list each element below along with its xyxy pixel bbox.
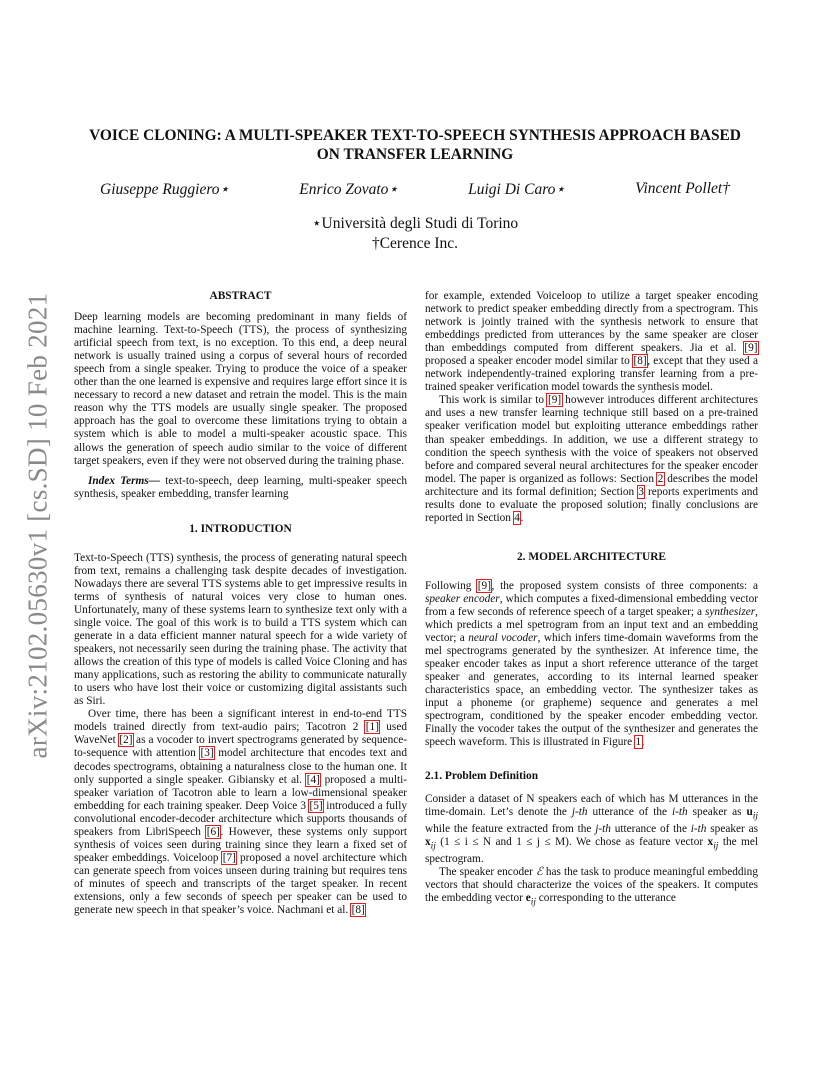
problem-definition-heading: 2.1. Problem Definition (425, 769, 539, 782)
left-column (74, 290, 407, 917)
affiliations (200, 214, 630, 254)
section-link[interactable]: 2 (657, 472, 664, 485)
arxiv-identifier: arXiv:2102.05630v1 [cs.SD] 10 Feb 2021 (22, 292, 53, 758)
paper-title: VOICE CLONING: A MULTI-SPEAKER TEXT-TO-SPEECH SYNTHESIS APPROACH BASED ON TRANSFER LEARNING (89, 127, 741, 163)
citation-link[interactable]: [8] (351, 904, 365, 917)
affiliation: †Cerence Inc. (371, 235, 459, 252)
author: Enrico Zovato⋆ (299, 181, 399, 198)
citation-link[interactable]: [2] (119, 734, 133, 747)
arxiv-sidebar-stamp (18, 290, 58, 760)
citation-link[interactable]: [9] (477, 579, 491, 592)
section-link[interactable]: 4 (514, 511, 520, 524)
citation-link[interactable]: [9] (547, 394, 562, 407)
body-paragraph: This work is similar to [9] however introduces different architectures and uses a new transfer learning technique still based on a pre-trained speaker verification model but exploiting utterance embeddings rather than speaker embeddings. In addition, we use a different strategy to condition the speech synthesis with the voice of speakers not observed before and compared several neural architectures for the speaker encoder model. The paper is organized as follows: Section 2 describes the model architecture and its formal definition; Section 3 reports experiments and results done to evaluate the proposed solution; finally conclusions are reported in Section 4. (425, 394, 758, 524)
author: Vincent Pollet† (635, 180, 730, 197)
right-column (425, 290, 758, 910)
index-terms-label: Index Terms— (88, 474, 160, 487)
model-architecture-heading: 2. MODEL ARCHITECTURE (516, 550, 667, 563)
figure-link[interactable]: 1 (635, 736, 642, 749)
author-list (100, 180, 730, 199)
index-terms-text: text-to-speech, deep learning, multi-speaker speech synthesis, speaker embedding, transfer learning (74, 474, 407, 500)
intro-paragraph: Over time, there has been a significant interest in end-to-end TTS models trained directly from text-audio pairs; Tacotron 2 [1] used WaveNet [2] as a vocoder to invert spectrograms generated by sequence-to-sequence with attention [3] model architecture that encodes text and decodes spectrograms, obtaining a naturalness close to the human one. It only supported a single speaker. Gibiansky et al. [4] proposed a multi-speaker variation of Tacotron able to learn a low-dimensional speaker embedding for each training speaker. Deep Voice 3 [5] introduced a fully convolutional encoder-decoder architecture which supports thousands of speakers from LibriSpeech [6]. However, these systems only support synthesis of voices seen during training since they learn a fixed set of speaker embeddings. Voiceloop [7] proposed a novel architecture which can generate speech from voices unseen during training but requires tens of minutes of speech and transcripts of the target speaker. In recent extensions, only a few seconds of speech per speaker can be used to generate new speech in that speaker’s voice. Nachmani et al. [8] (74, 708, 408, 917)
body-paragraph: Following [9], the proposed system consists of three components: a speaker encoder, which computes a fixed-dimensional embedding vector from a few seconds of reference speech of a target speaker; a synthesizer, which predicts a mel spetrogram from an input text and an embedding vector; a neural vocoder, which infers time-domain waveforms from the mel spectrograms generated by the synthesizer. At inference time, the speaker encoder takes as input a short reference utterance of the target speaker and generates, according to its internal learned speaker characteristics space, an embedding vector. The synthesizer takes as input a phoneme (or grapheme) sequence and generates a mel spectrogram, conditioned by the speaker encoder embedding vector. Finally the vocoder takes the output of the synthesizer and generates the speech waveform. This is illustrated in Figure 1. (425, 579, 758, 749)
abstract-heading: ABSTRACT (209, 290, 272, 302)
abstract-text: Deep learning models are becoming predominant in many fields of machine learning. Text-to-Speech (TTS), the process of synthesizing artificial speech from text, is no exception. To this end, a deep neural network is usually trained using a corpus of several hours of recorded speech from a single speaker. Trying to produce the voice of a speaker other than the one learned is expensive and requires large effort since it is necessary to record a new dataset and retrain the model. This is the main reason why the TTS models are usually single speaker. The proposed approach has the goal to overcome these limitations trying to obtain a system which is able to model a multi-speaker acoustic space. This allows the generation of speech audio similar to the voice of different target speakers, even if they were not observed during the training phase. (74, 311, 407, 467)
body-paragraph: Consider a dataset of N speakers each of which has M utterances in the time-domain. Let’s denote the j-th utterance of the i-th speaker as $u_{ij}$ while the feature extracted from the j-th utterance of the i-th speaker as $x_{ij}$ (1 ≤ i ≤ N and 1 ≤ j ≤ M). We chose as feature vector $x_{ij}$ the mel spectrogram. (425, 792, 759, 866)
citation-link[interactable]: [3] (200, 747, 214, 760)
author: Luigi Di Caro⋆ (468, 181, 566, 198)
intro-heading: 1. INTRODUCTION (189, 522, 292, 535)
section-link[interactable]: 3 (638, 485, 644, 498)
citation-link[interactable]: [7] (222, 851, 236, 864)
citation-link[interactable]: [9] (744, 342, 758, 355)
citation-link[interactable]: [6] (206, 825, 220, 838)
intro-paragraph: Text-to-Speech (TTS) synthesis, the process of generating natural speech from text, remains a challenging task despite decades of investigation. Nowadays there are several TTS systems able to get impressive results in terms of synthesis of natural voices very close to human ones. Unfortunately, many of these systems learn to synthesize text only with a single voice. The goal of this work is to build a TTS system which can generate in a data efficient manner natural speech for a wide variety of speakers, not necessarily seen during the training phase. The activity that allows the creation of this type of models is called Voice Cloning and has many applications, such as restoring the ability to communicate naturally to users who have lost their voice or customizing digital assistants such as Siri. (74, 551, 407, 708)
citation-link[interactable]: [1] (365, 721, 379, 734)
citation-link[interactable]: [4] (306, 773, 320, 786)
citation-link[interactable]: [5] (309, 799, 323, 812)
body-paragraph: The speaker encoder ℰ has the task to produce meaningful embedding vectors that should characterize the voices of the speakers. It computes the embedding vector $e_{ij}$ corresponding to the utterance (425, 866, 758, 908)
body-paragraph: for example, extended Voiceloop to utilize a target speaker encoding network to predict speaker embedding directly from a spectrogram. This network is jointly trained with the synthesis network to ensure that embeddings predicted from utterances by the same speaker are closer than embeddings computed from different speakers. Jia et al. [9] proposed a speaker encoder model similar to [8], except that they used a network independently-trained exploring transfer learning from a pre-trained speaker verification model towards the synthesis model. (425, 290, 758, 394)
citation-link[interactable]: [8] (633, 355, 647, 368)
affiliation: ⋆Università degli Studi di Torino (311, 215, 519, 232)
author: Giuseppe Ruggiero⋆ (100, 181, 230, 198)
index-terms (74, 475, 407, 501)
